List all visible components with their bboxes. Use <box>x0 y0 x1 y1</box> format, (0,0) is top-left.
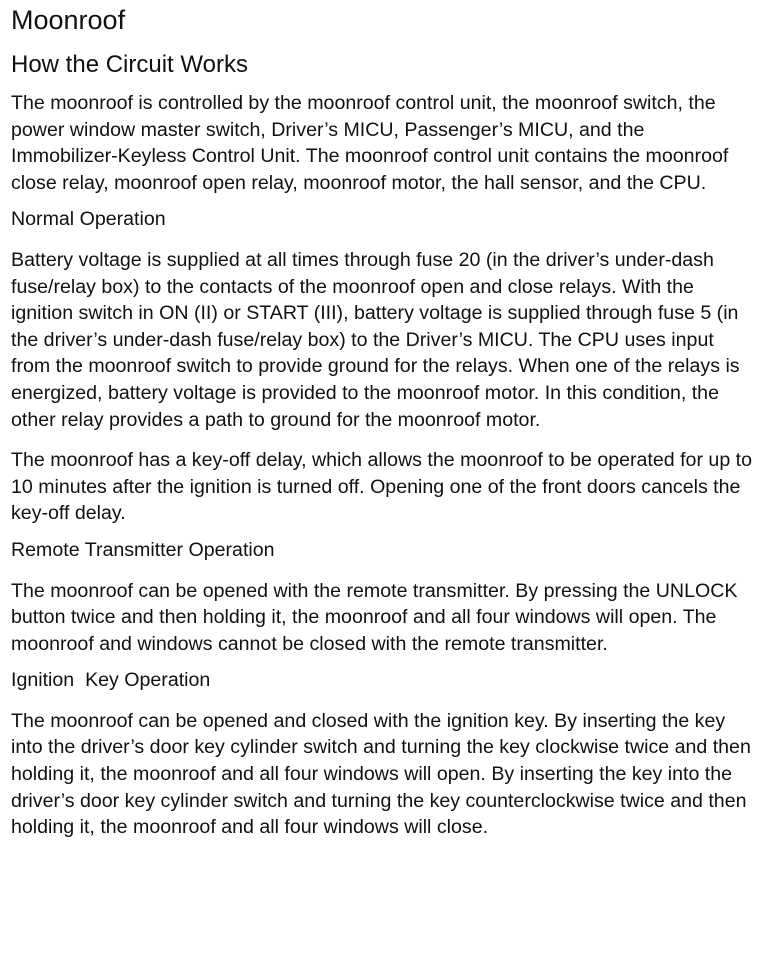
page-subtitle: How the Circuit Works <box>11 51 248 78</box>
intro-paragraph: The moonroof is controlled by the moonroof control unit, the moonroof switch, the power window master switch, Driver’s MICU, Passenger’s MICU, and the Immobilizer-Keyless Control Unit. The moonroof control unit contains the moonroof close relay, moonroof open relay, moonroof motor, the hall sensor, and the CPU. <box>11 92 729 194</box>
section-heading-normal-operation: Normal Operation <box>11 208 166 231</box>
ignition-key-paragraph: The moonroof can be opened and closed with the ignition key. By inserting the key into the driver’s door key cylinder switch and turning the key clockwise twice and then holding it, the moonroof and all four windows will open. By inserting the key into the driver’s door key cylinder switch and turning the key counterclockwise twice and then holding it, the moonroof and all four windows will close. <box>11 709 751 839</box>
section-heading-remote-transmitter-operation: Remote Transmitter Operation <box>11 538 275 561</box>
normal-operation-paragraph-1: Battery voltage is supplied at all times through fuse 20 (in the driver’s under-dash fuse/relay box) to the contacts of the moonroof open and close relays. With the ignition switch in ON (II) or START (III), battery voltage is supplied through fuse 5 (in the driver’s under-dash fuse/relay box) to the Driver’s MICU. The CPU uses input from the moonroof switch to provide ground for the relays. When one of the relays is energized, battery voltage is provided to the moonroof motor. In this condition, the other relay provides a path to ground for the moonroof motor. <box>11 248 740 431</box>
page-title: Moonroof <box>11 5 126 35</box>
remote-transmitter-paragraph: The moonroof can be opened with the remote transmitter. By pressing the UNLOCK button twice and then holding it, the moonroof and all four windows will open. The moonroof and windows cannot be closed with the remote transmitter. <box>11 579 738 655</box>
section-heading-ignition-key-operation: Ignition Key Operation <box>11 669 211 692</box>
normal-operation-paragraph-2: The moonroof has a key-off delay, which allows the moonroof to be operated for up to 10 minutes after the ignition is turned off. Opening one of the front doors cancels the key-off delay. <box>11 449 753 525</box>
